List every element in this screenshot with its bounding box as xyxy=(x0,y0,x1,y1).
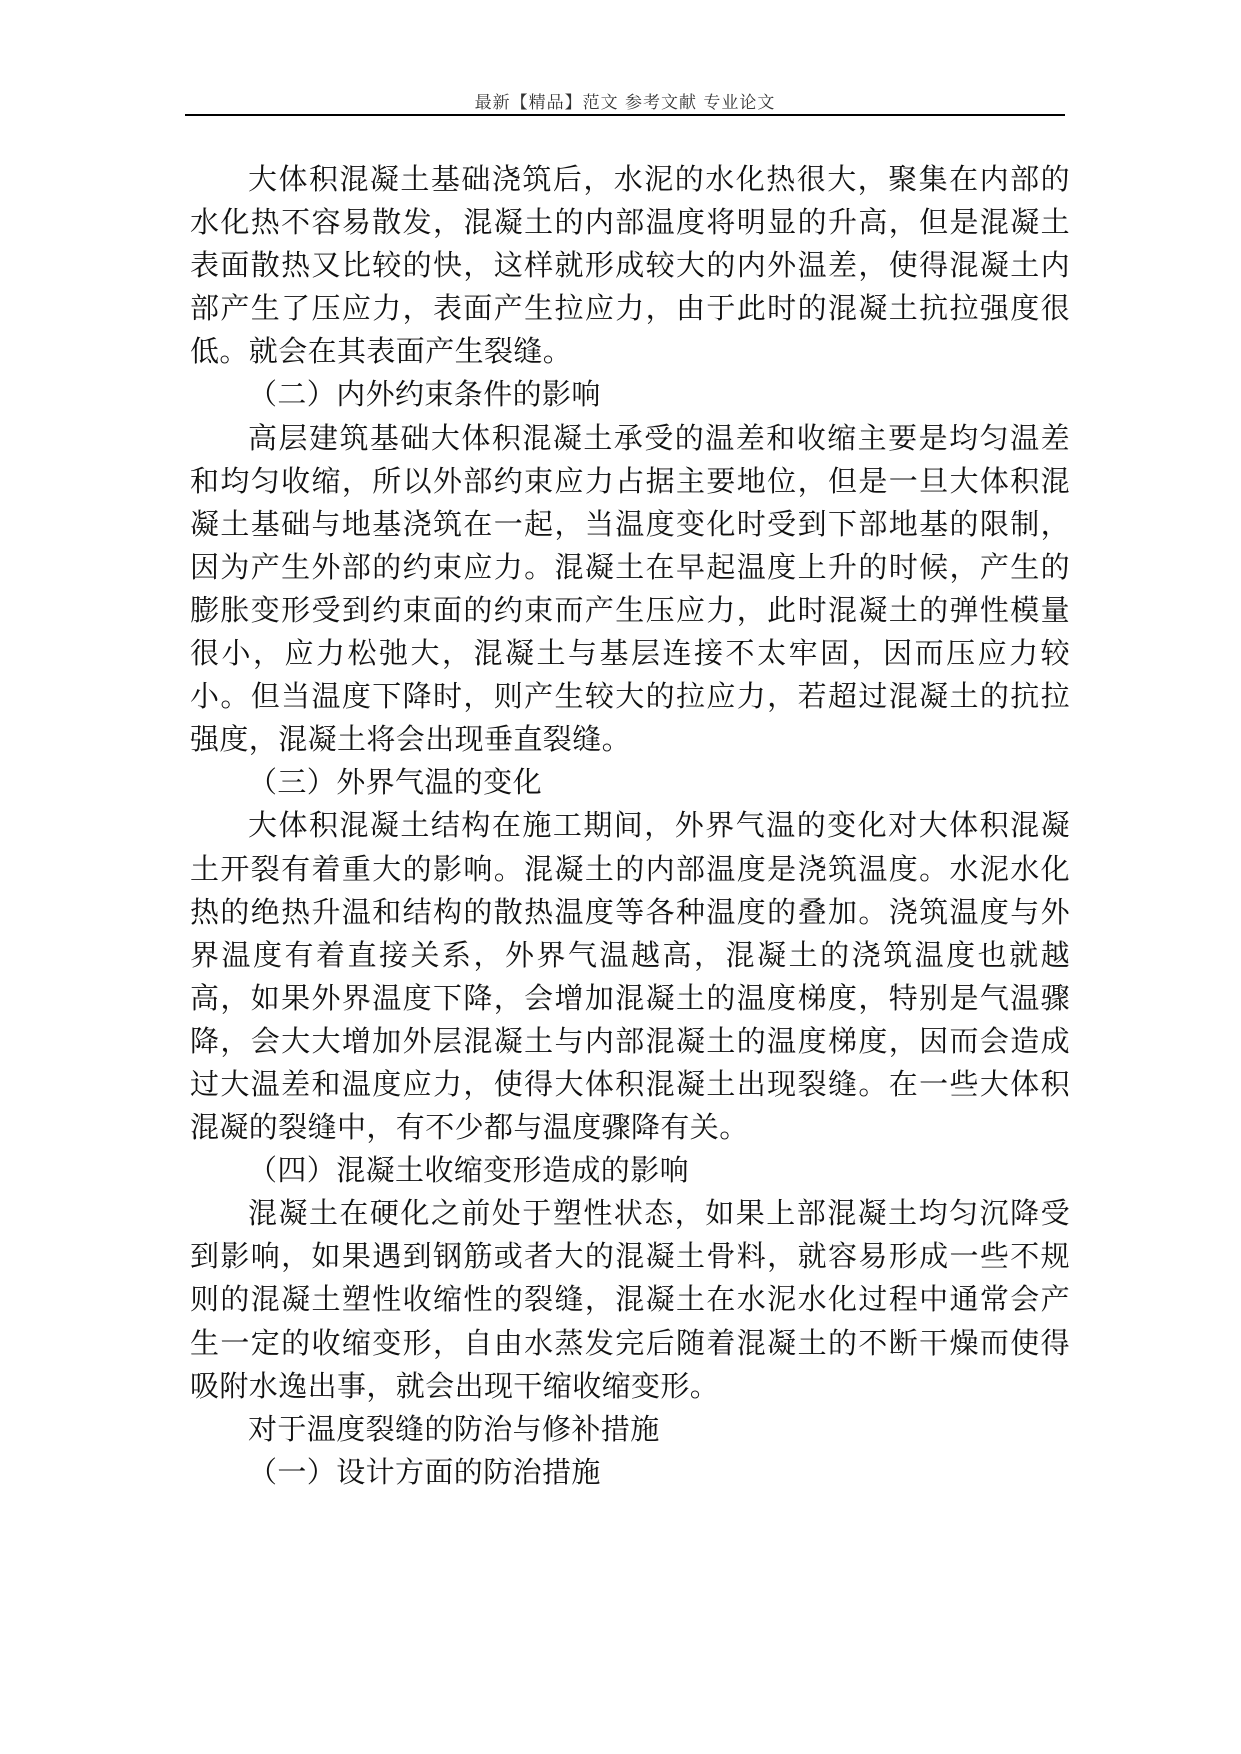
paragraph-hydration-heat: 大体积混凝土基础浇筑后，水泥的水化热很大，聚集在内部的水化热不容易散发，混凝土的内部温度将明显的升高，但是混凝土表面散热又比较的快，这样就形成较大的内外温差，使得混凝土内部产生了压应力，表面产生拉应力，由于此时的混凝土抗拉强度很低。就会在其表面产生裂缝。 xyxy=(190,162,1070,369)
heading-constraint-conditions: （二）内外约束条件的影响 xyxy=(248,377,601,412)
page-header: 最新【精品】范文 参考文献 专业论文 xyxy=(474,93,776,113)
paragraph-constraint-conditions: 高层建筑基础大体积混凝土承受的温差和收缩主要是均匀温差和均匀收缩，所以外部约束应力占据主要地位，但是一旦大体积混凝土基础与地基浇筑在一起，当温度变化时受到下部地基的限制，因为产生外部的约束应力。混凝土在早起温度上升的时候，产生的膨胀变形受到约束面的约束而产生压应力，此时混凝土的弹性模量很小，应力松弛大，混凝土与基层连接不太牢固，因而压应力较小。但当温度下降时，则产生较大的拉应力，若超过混凝土的抗拉强度，混凝土将会出现垂直裂缝。 xyxy=(190,420,1070,757)
heading-prevention-measures: 对于温度裂缝的防治与修补措施 xyxy=(248,1411,660,1446)
header-divider xyxy=(185,114,1065,116)
paragraph-outside-temperature: 大体积混凝土结构在施工期间，外界气温的变化对大体积混凝土开裂有着重大的影响。混凝土的内部温度是浇筑温度。水泥水化热的绝热升温和结构的散热温度等各种温度的叠加。浇筑温度与外界温度有着直接关系，外界气温越高，混凝土的浇筑温度也就越高，如果外界温度下降，会增加混凝土的温度梯度，特别是气温骤降，会大大增加外层混凝土与内部混凝土的温度梯度，因而会造成过大温差和温度应力，使得大体积混凝土出现裂缝。在一些大体积混凝的裂缝中，有不少都与温度骤降有关。 xyxy=(190,808,1070,1145)
heading-design-measures: （一）设计方面的防治措施 xyxy=(248,1454,601,1489)
paragraph-shrinkage: 混凝土在硬化之前处于塑性状态，如果上部混凝土均匀沉降受到影响，如果遇到钢筋或者大的混凝土骨料，就容易形成一些不规则的混凝土塑性收缩性的裂缝，混凝土在水泥水化过程中通常会产生一定的收缩变形，自由水蒸发完后随着混凝土的不断干燥而使得吸附水逸出事，就会出现干缩收缩变形。 xyxy=(190,1196,1070,1403)
heading-shrinkage: （四）混凝土收缩变形造成的影响 xyxy=(248,1153,690,1188)
document-body xyxy=(190,158,1070,1494)
heading-outside-temperature: （三）外界气温的变化 xyxy=(248,765,543,800)
